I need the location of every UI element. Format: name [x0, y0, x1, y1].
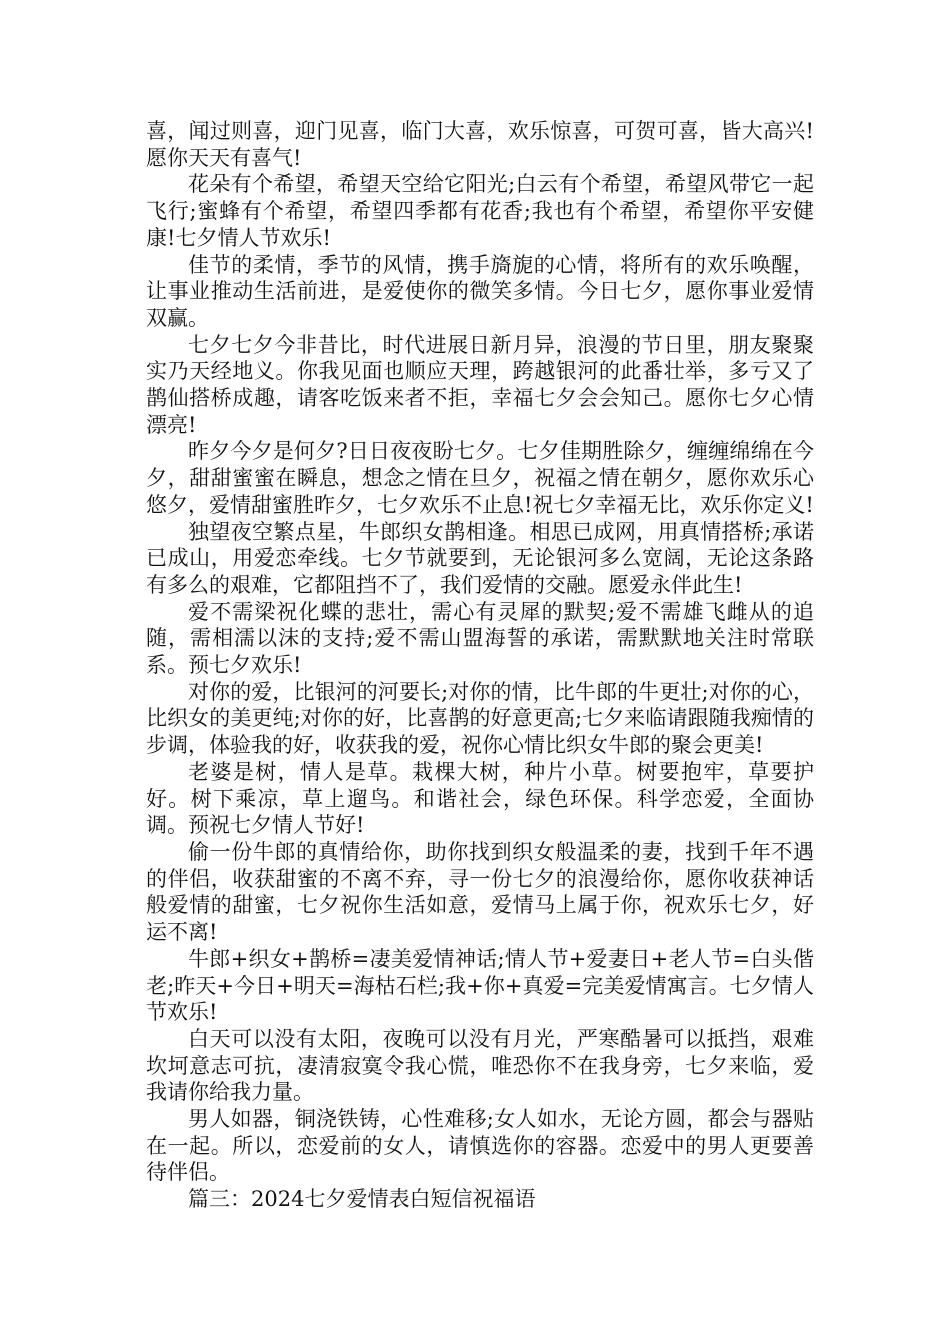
paragraph-4: 七夕七夕今非昔比，时代进展日新月异，浪漫的节日里，朋友聚聚实乃天经地义。你我见面也顺应天理，跨越银河的此番壮举，多亏又了鹊仙搭桥成趣，请客吃饭来者不拒，幸福七夕会会知己。愿你七夕心情漂亮! — [146, 332, 814, 437]
paragraph-12: 白天可以没有太阳，夜晚可以没有月光，严寒酷暑可以抵挡，艰难坎坷意志可抗，凄清寂寞令我心慌，唯恐你不在我身旁，七夕来临，爱我请你给我力量。 — [146, 1026, 814, 1105]
paragraph-6: 独望夜空繁点星，牛郎织女鹊相逢。相思已成网，用真情搭桥;承诺已成山，用爱恋牵线。七夕节就要到，无论银河多么宽阔，无论这条路有多么的艰难，它都阻挡不了，我们爱情的交融。愿爱永伴此生! — [146, 519, 814, 597]
paragraph-11: 牛郎+织女+鹊桥=凄美爱情神话;情人节+爱妻日+老人节=白头偕老;昨天+今日+明天=海枯石栏;我+你+真爱=完美爱情寓言。七夕情人节欢乐! — [146, 946, 814, 1025]
paragraph-13: 男人如器，铜浇铁铸，心性难移;女人如水，无论方圆，都会与器贴在一起。所以，恋爱前的女人，请慎选你的容器。恋爱中的男人更要善待伴侣。 — [146, 1107, 814, 1185]
paragraph-8: 对你的爱，比银河的河要长;对你的情，比牛郎的牛更壮;对你的心，比织女的美更纯;对你的好，比喜鹊的好意更高;七夕来临请跟随我痴情的步调，体验我的好，收获我的爱，祝你心情比织女牛郎的聚会更美! — [146, 679, 814, 758]
section-heading: 篇三：2024七夕爱情表白短信祝福语 — [188, 1187, 536, 1212]
paragraph-9: 老婆是树，情人是草。栽棵大树，种片小草。树要抱牢，草要护好。树下乘凉，草上遛鸟。和谐社会，绿色环保。科学恋爱，全面协调。预祝七夕情人节好! — [146, 759, 814, 838]
paragraph-10: 偷一份牛郎的真情给你，助你找到织女般温柔的妻，找到千年不遇的伴侣，收获甜蜜的不离不弃，寻一份七夕的浪漫给你，愿你收获神话般爱情的甜蜜，七夕祝你生活如意，爱情马上属于你，祝欢乐七夕，好运不离! — [146, 839, 814, 945]
paragraph-3: 佳节的柔情，季节的风情，携手旖旎的心情，将所有的欢乐唤醒，让事业推动生活前进，是爱使你的微笑多情。今日七夕，愿你事业爱情双赢。 — [146, 252, 814, 330]
paragraph-7: 爱不需梁祝化蝶的悲壮，需心有灵犀的默契;爱不需雄飞雌从的追随，需相濡以沫的支持;爱不需山盟海誓的承诺，需默默地关注时常联系。预七夕欢乐! — [146, 599, 814, 678]
paragraph-5: 昨夕今夕是何夕?日日夜夜盼七夕。七夕佳期胜除夕，缠缠绵绵在今夕，甜甜蜜蜜在瞬息，想念之情在旦夕，祝福之情在朝夕，愿你欢乐心悠夕，爱情甜蜜胜昨夕，七夕欢乐不止息!祝七夕幸福无比，欢乐你定义! — [146, 439, 814, 517]
paragraph-1: 喜，闻过则喜，迎门见喜，临门大喜，欢乐惊喜，可贺可喜，皆大高兴!愿你天天有喜气! — [146, 119, 814, 170]
document-body — [146, 118, 814, 1213]
paragraph-2: 花朵有个希望，希望天空给它阳光;白云有个希望，希望风带它一起飞行;蜜蜂有个希望，希望四季都有花香;我也有个希望，希望你平安健康!七夕情人节欢乐! — [146, 172, 814, 250]
